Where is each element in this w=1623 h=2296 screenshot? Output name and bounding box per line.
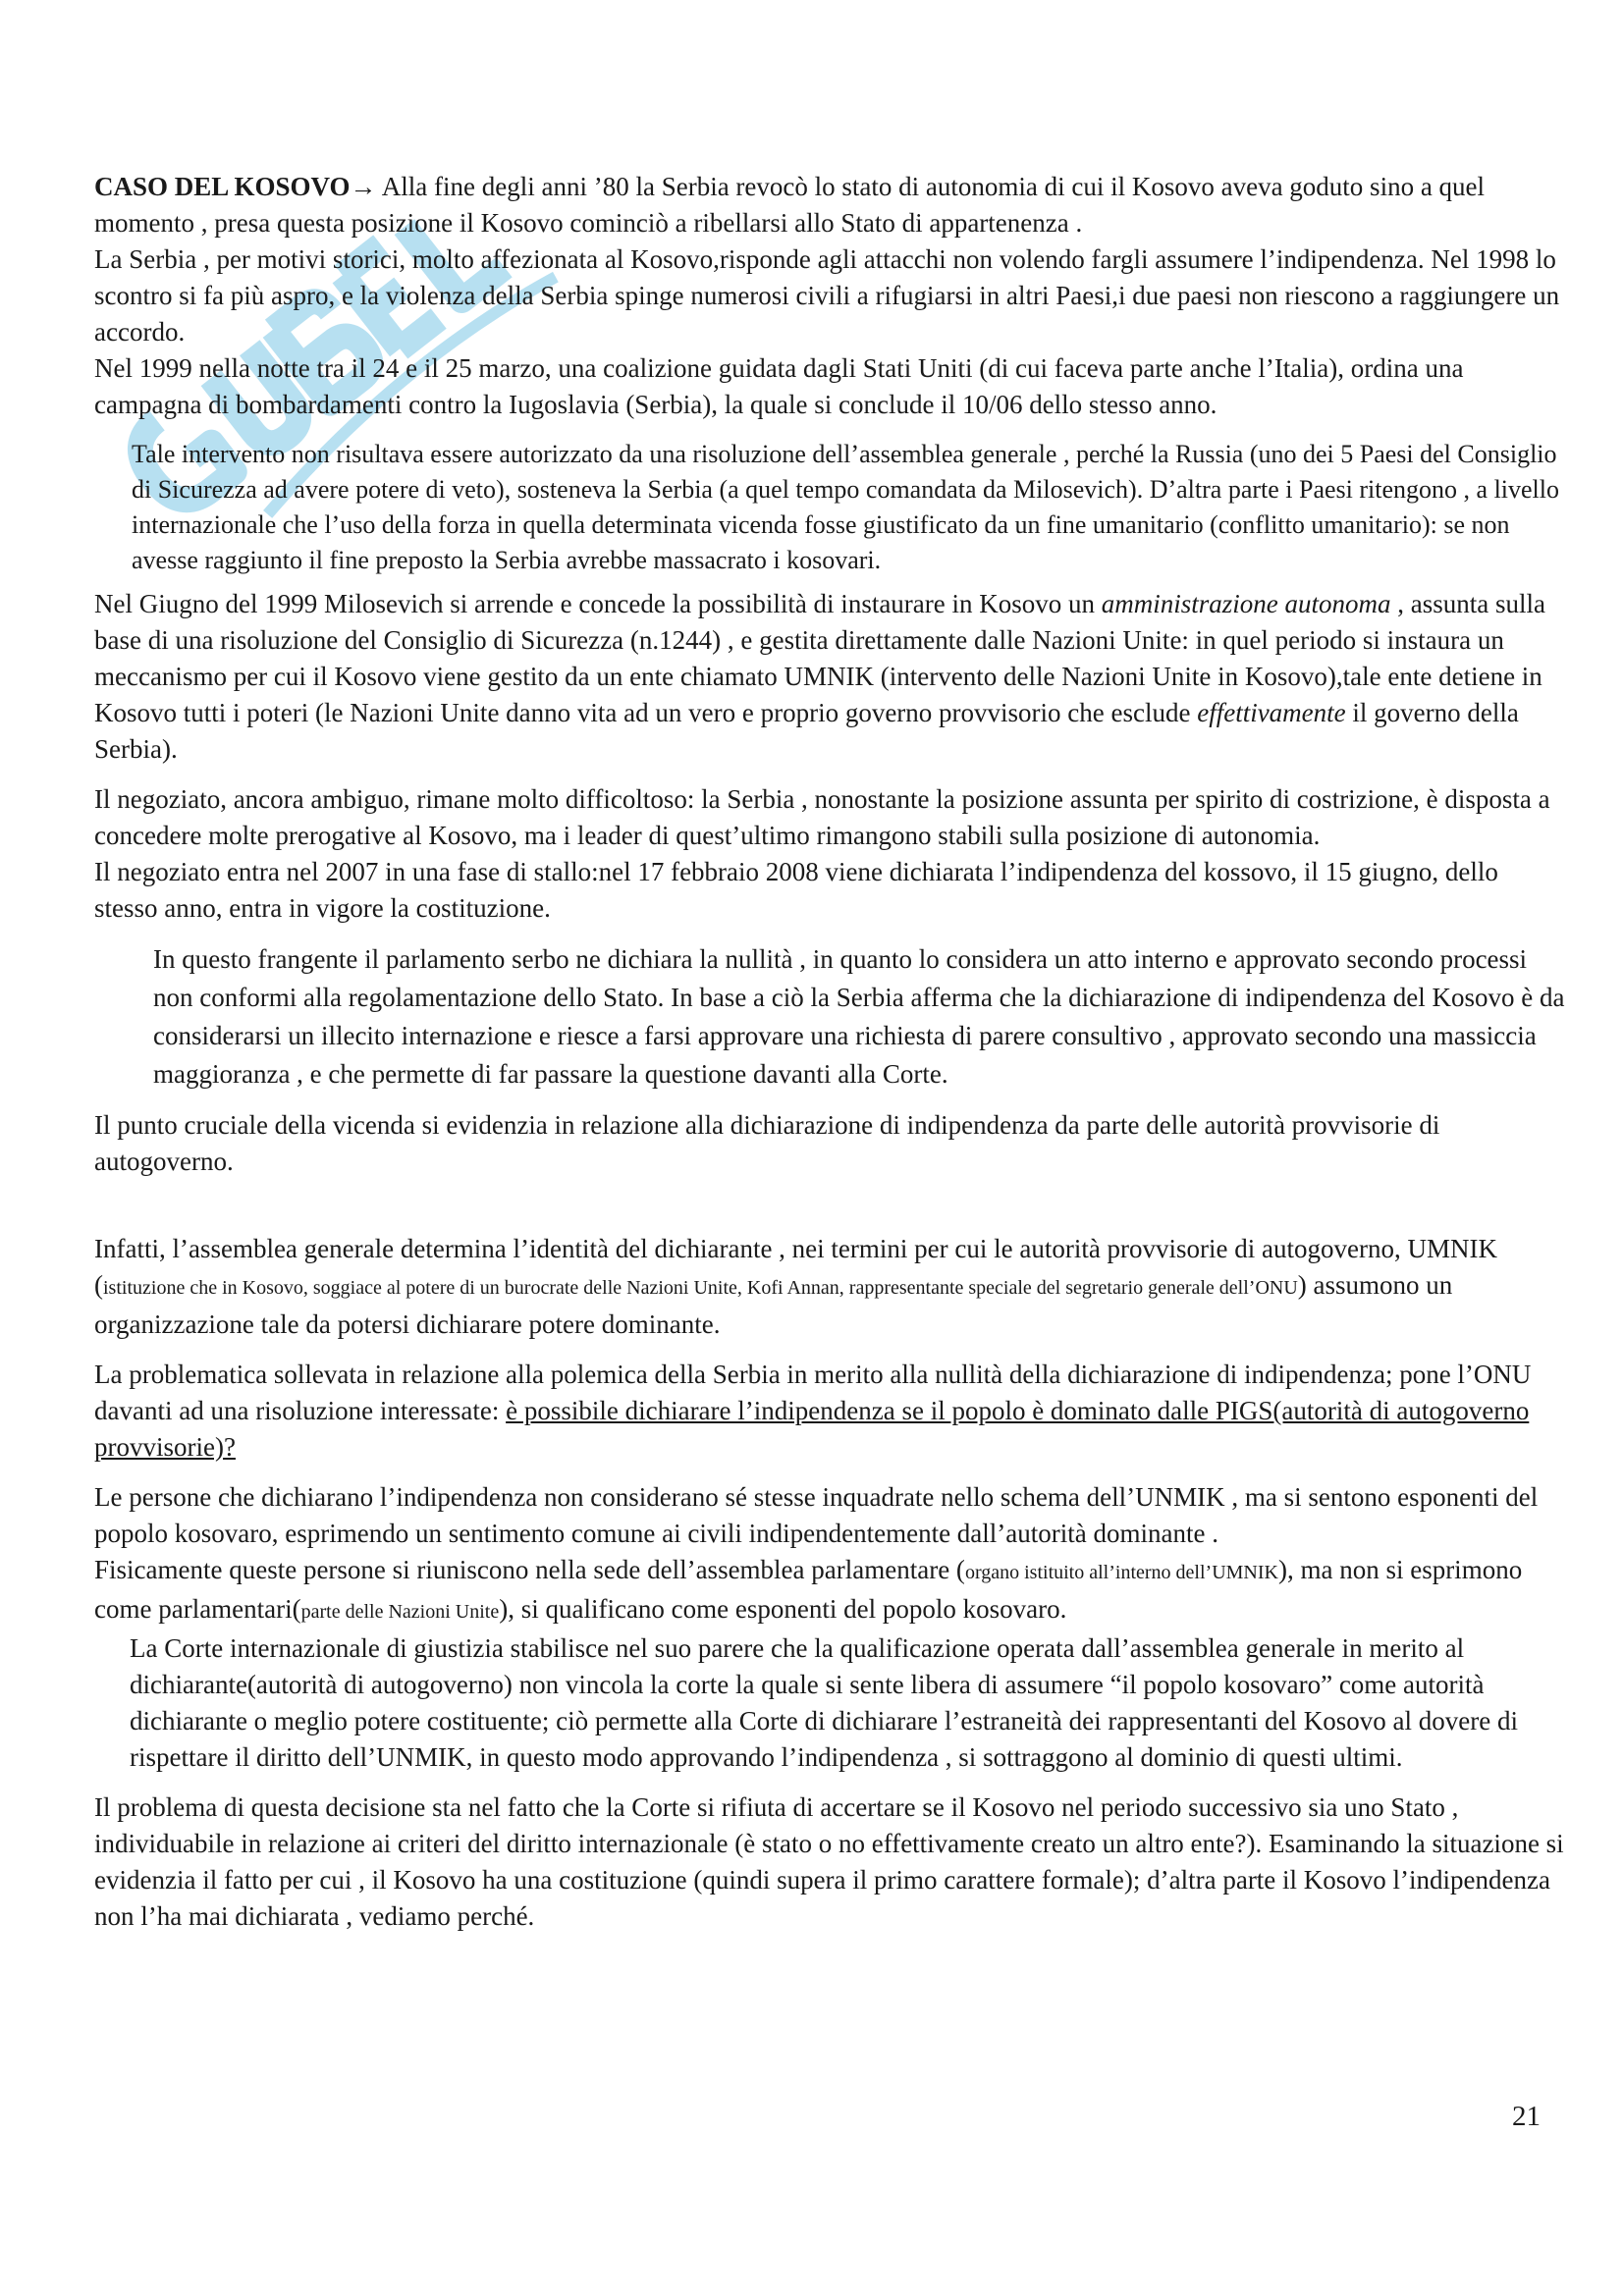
- paragraph-negotiation: Il negoziato, ancora ambiguo, rimane molto difficoltoso: la Serbia , nonostante la posizione assunta per spirito di costrizione, è disposta a concedere molte prerogative al Kosovo, ma i leader di quest’ultimo rimangono stabili sulla posizione di autonomia.: [94, 784, 1550, 850]
- paragraph-bombing-1999: Nel 1999 nella notte tra il 24 e il 25 marzo, una coalizione guidata dagli Stati Uniti (di cui faceva parte anche l’Italia), ordina una campagna di bombardamenti contro la Iugoslavia (Serbia), la quale si conclude il 10/06 dello stesso anno.: [94, 353, 1464, 419]
- paragraph-statehood-problem: Il problema di questa decisione sta nel fatto che la Corte si rifiuta di accertare se il Kosovo nel periodo successivo sia uno Stato , individuabile in relazione ai criteri del diritto internazionale (è stato o no effettivamente creato un altro ente?). Esaminando la situazione si evidenzia il fatto per cui , il Kosovo ha una costituzione (quindi supera il primo carattere formale); d’altra parte il Kosovo l’indipendenza non l’ha mai dichiarata , vediamo perché.: [94, 1792, 1564, 1931]
- paragraph-un-administration: [94, 586, 1567, 768]
- paragraph-serbian-parliament: In questo frangente il parlamento serbo ne dichiara la nullità , in quanto lo considera un atto interno e approvato secondo processi non conformi alla regolamentazione dello Stato. In base a ciò la Serbia afferma che la dichiarazione di indipendenza del Kosovo è da considerarsi un illecito internazione e riesce a farsi approvare una richiesta di parere consultivo , approvato secondo una massiccia maggioranza , e che permette di far passare la questione davanti alla Corte.: [153, 944, 1565, 1089]
- text-span: ) assumono un organizzazione tale da potersi dichiarare potere dominante.: [94, 1270, 1453, 1339]
- underlined-question: è possibile dichiarare l’indipendenza se il popolo è dominato dalle PIGS(autorità di autogoverno provvisorie)?: [94, 1396, 1530, 1462]
- text-span: La problematica sollevata in relazione alla polemica della Serbia in merito alla nullità della dichiarazione di indipendenza; pone l’ONU davanti ad una risoluzione interessate:: [94, 1360, 1532, 1425]
- intro-text: Alla fine degli anni ’80 la Serbia revocò lo stato di autonomia di cui il Kosovo aveva goduto sino a quel momento , presa questa posizione il Kosovo cominciò a ribellarsi allo Stato di appartenenza .: [94, 172, 1486, 238]
- text-span: Fisicamente queste persone si riuniscono nella sede dell’assemblea parlamentare (: [94, 1555, 965, 1584]
- small-text: organo istituito all’interno dell’UMNIK: [964, 1562, 1278, 1583]
- small-text: parte delle Nazioni Unite: [300, 1601, 500, 1623]
- paragraph-declarants: Le persone che dichiarano l’indipendenza non considerano sé stesse inquadrate nello schema dell’UNMIK , ma si sentono esponenti del popolo kosovaro, esprimendo un sentimento comune ai civili indipendentemente dall’autorità dominante .: [94, 1482, 1539, 1548]
- paragraph-icj-opinion: La Corte internazionale di giustizia stabilisce nel suo parere che la qualificazione operata dall’assemblea generale in merito al dichiarante(autorità di autogoverno) non vincola la corte la quale si sente libera di assumere “il popolo kosovaro” come autorità dichiarante o meglio potere costituente; ciò permette alla Corte di dichiarare l’estraneità dei rappresentanti del Kosovo al dovere di rispettare il diritto dell’UNMIK, in questo modo approvando l’indipendenza , si sottraggono al dominio di questi ultimi.: [130, 1633, 1518, 1772]
- paragraph-intro: [94, 169, 1567, 241]
- text-span: , assunta sulla base di una risoluzione del Consiglio di Sicurezza (n.1244) , e gestita direttamente dalle Nazioni Unite: in quel periodo si instaura un meccanismo per cui il Kosovo viene gestito da un ente chiamato UMNIK (intervento delle Nazioni Unite in Kosovo),tale ente detiene in Kosovo tutti i poteri (le Nazioni Unite danno vita ad un vero e proprio governo provvisorio che esclude: [94, 589, 1546, 727]
- page-number: 21: [1512, 2101, 1541, 2132]
- paragraph-problem-question: [94, 1357, 1567, 1466]
- paragraph-general-assembly: [94, 1231, 1567, 1343]
- text-span: Infatti, l’assemblea generale determina l’identità del dichiarante , nei termini per cui le autorità provvisorie di autogoverno, UMNIK (: [94, 1234, 1497, 1300]
- text-span: ), ma non si esprimono come parlamentari(: [94, 1555, 1523, 1624]
- emphasis-text: amministrazione autonoma: [1101, 589, 1391, 618]
- section-title: CASO DEL KOSOVO→: [94, 172, 377, 201]
- text-span: ), si qualificano come esponenti del popolo kosovaro.: [499, 1594, 1067, 1624]
- text-span: il governo della Serbia).: [94, 698, 1519, 764]
- text-span: Nel Giugno del 1999 Milosevich si arrende e concede la possibilità di instaurare in Kosovo un: [94, 589, 1102, 618]
- paragraph-crucial-point: Il punto cruciale della vicenda si evidenzia in relazione alla dichiarazione di indipendenza da parte delle autorità provvisorie di autogoverno.: [94, 1110, 1440, 1176]
- paragraph-intervention-legitimacy: Tale intervento non risultava essere autorizzato da una risoluzione dell’assemblea generale , perché la Russia (uno dei 5 Paesi del Consiglio di Sicurezza ad avere potere di veto), sosteneva la Serbia (a quel tempo comandata da Milosevich). D’altra parte i Paesi ritengono , a livello internazionale che l’uso della forza in quella determinata vicenda fosse giustificato da un fine umanitario (conflitto umanitario): se non avesse raggiunto il fine preposto la Serbia avrebbe massacrato i kosovari.: [132, 440, 1560, 574]
- emphasis-text: effettivamente: [1197, 698, 1346, 727]
- paragraph-assembly-seat: [94, 1552, 1567, 1630]
- small-text: istituzione che in Kosovo, soggiace al potere di un burocrate delle Nazioni Unite, Kofi Annan, rappresentante speciale del segretario generale dell’ONU: [103, 1277, 1298, 1299]
- paragraph-independence-2008: Il negoziato entra nel 2007 in una fase di stallo:nel 17 febbraio 2008 viene dichiarata l’indipendenza del kossovo, il 15 giugno, dello stesso anno, entra in vigore la costituzione.: [94, 857, 1498, 923]
- document-body: [94, 169, 1567, 1935]
- paragraph-serbia-response: La Serbia , per motivi storici, molto affezionata al Kosovo,risponde agli attacchi non volendo fargli assumere l’indipendenza. Nel 1998 lo scontro si fa più aspro, e la violenza della Serbia spinge numerosi civili a rifugiarsi in altri Paesi,i due paesi non riescono a raggiungere un accordo.: [94, 244, 1560, 347]
